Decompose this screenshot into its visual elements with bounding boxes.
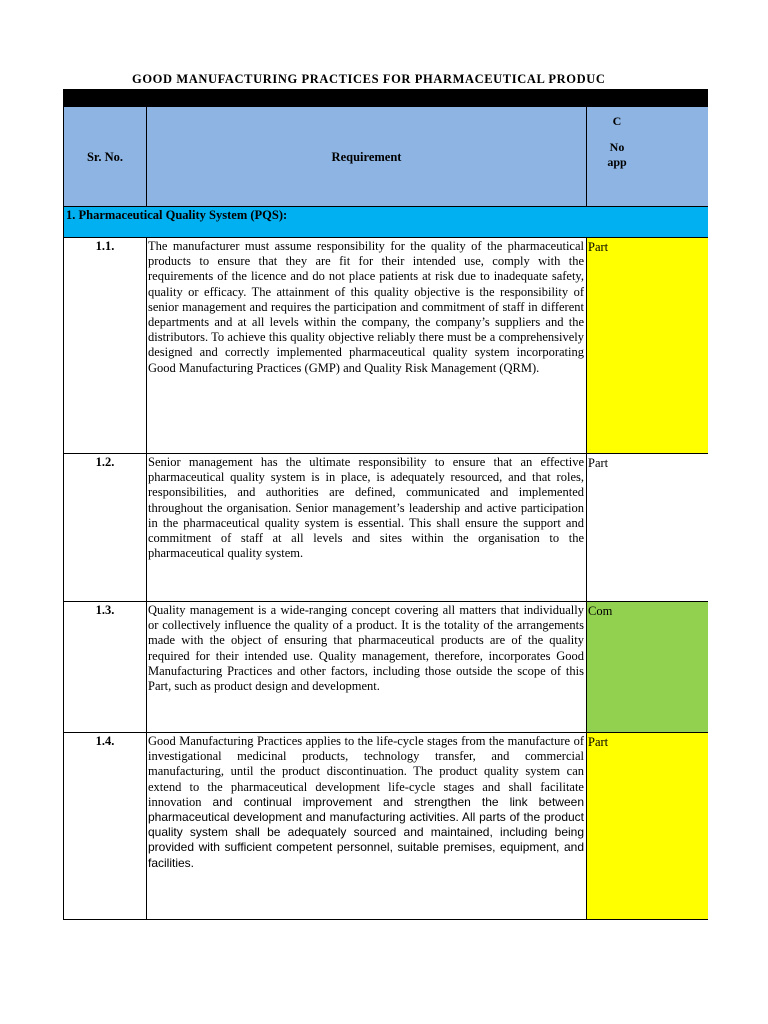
row-requirement-sans-text: and continual improvement and strengthen the link between pharmaceutical development and manufacturing activities. All parts of the product quality system shall be adequately sourced and maintained, including being provided with sufficient competent personnel, suitable premises, equipment, and facilities. bbox=[148, 794, 584, 870]
row-requirement-serif-text: Good Manufacturing Practices applies to the life-cycle stages from the manufacture of investigational medicinal products, technology transfer, and commercial manufacturing, until the product discontinuation. The product quality system can extend to the pharmaceutical development life-cycle stages and shall facilitate innovation bbox=[148, 734, 584, 809]
column-header-requirement bbox=[147, 107, 587, 206]
table-row bbox=[63, 733, 587, 920]
row-status-cell bbox=[587, 733, 708, 920]
table-row bbox=[63, 454, 587, 602]
compliance-header-line-3: app bbox=[607, 155, 627, 169]
row-requirement: The manufacturer must assume responsibility for the quality of the pharmaceutical products to ensure that they are fit for their intended use, comply with the requirements of the licence and do not place patients at risk due to inadequate safety, quality or efficacy. The attainment of this quality objective is the responsibility of senior management and requires the participation and commitment of staff in different departments and at all levels within the company, the company’s suppliers and the distributors. To achieve this quality objective reliably there must be a comprehensively designed and correctly implemented pharmaceutical quality system incorporating Good Manufacturing Practices (GMP) and Quality Risk Management (QRM). bbox=[147, 238, 587, 454]
row-status-text: Com bbox=[588, 604, 613, 618]
row-sr-no: 1.1. bbox=[63, 238, 147, 454]
row-sr-no: 1.2. bbox=[63, 454, 147, 602]
column-header-requirement-label: Requirement bbox=[331, 150, 402, 164]
row-sr-no: 1.3. bbox=[63, 602, 147, 733]
compliance-header-line-1: C bbox=[612, 114, 622, 128]
row-status-cell bbox=[587, 602, 708, 733]
column-header-sr-no bbox=[63, 107, 147, 206]
row-status-text: Part bbox=[588, 735, 609, 749]
section-label: 1. Pharmaceutical Quality System (PQS): bbox=[66, 208, 288, 222]
row-status-cell bbox=[587, 454, 708, 602]
column-header-sr-no-label: Sr. No. bbox=[86, 150, 123, 164]
section-row-pqs bbox=[63, 206, 708, 238]
row-requirement: Senior management has the ultimate responsibility to ensure that an effective pharmaceutical quality system is in place, is adequately resourced, and that roles, responsibilities, and authorities are defined, communicated and implemented throughout the organisation. Senior management’s leadership and active participation in the pharmaceutical quality system is essential. This shall ensure the support and commitment of staff at all levels and sites within the organisation to the pharmaceutical quality system. bbox=[147, 454, 587, 602]
row-status-text: Part bbox=[588, 240, 609, 254]
row-status-cell bbox=[587, 238, 708, 454]
row-status-text: Part bbox=[588, 456, 609, 470]
table-row bbox=[63, 238, 587, 454]
column-header-compliance bbox=[587, 107, 708, 206]
compliance-header-clip bbox=[587, 107, 627, 206]
row-requirement: Quality management is a wide-ranging concept covering all matters that individually or collectively influence the quality of a product. It is the totality of the arrangements made with the object of ensuring that pharmaceutical products are of the quality required for their intended use. Quality management, therefore, incorporates Good Manufacturing Practices and other factors, including those outside the scope of this Part, such as product design and development. bbox=[147, 602, 587, 733]
header-black-bar bbox=[63, 89, 708, 107]
row-requirement bbox=[147, 733, 587, 920]
row-sr-no: 1.4. bbox=[63, 733, 147, 920]
document-title: GOOD MANUFACTURING PRACTICES FOR PHARMACEUTICAL PRODUC bbox=[132, 72, 606, 86]
table-row bbox=[63, 602, 587, 733]
compliance-header-line-2: No bbox=[609, 140, 625, 154]
